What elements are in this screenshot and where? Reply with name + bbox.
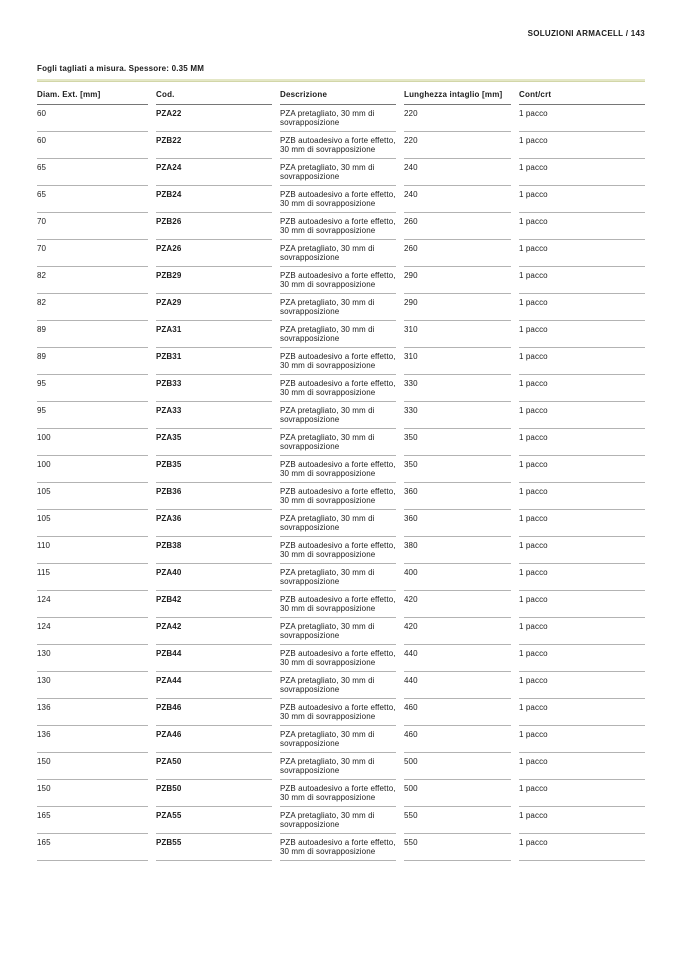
cell-diam: 65 xyxy=(37,186,148,213)
cell-desc: PZA pretagliato, 30 mm di sovrapposizione xyxy=(280,240,396,267)
table-row xyxy=(37,213,645,240)
cell-cont: 1 pacco xyxy=(519,132,645,159)
cell-cont: 1 pacco xyxy=(519,267,645,294)
cell-cod: PZA35 xyxy=(156,429,272,456)
cell-cod: PZA29 xyxy=(156,294,272,321)
cell-desc: PZB autoadesivo a forte effetto, 30 mm di sovrapposizione xyxy=(280,267,396,294)
cell-lunghezza: 500 xyxy=(404,780,511,807)
column-header-cont: Cont/crt xyxy=(519,87,645,105)
column-header-cod: Cod. xyxy=(156,87,272,105)
cell-cont: 1 pacco xyxy=(519,780,645,807)
cell-cod: PZA40 xyxy=(156,564,272,591)
table-row xyxy=(37,537,645,564)
cell-desc: PZB autoadesivo a forte effetto, 30 mm di sovrapposizione xyxy=(280,645,396,672)
cell-desc: PZA pretagliato, 30 mm di sovrapposizione xyxy=(280,402,396,429)
cell-lunghezza: 350 xyxy=(404,456,511,483)
cell-cod: PZA55 xyxy=(156,807,272,834)
cell-lunghezza: 310 xyxy=(404,321,511,348)
cell-lunghezza: 290 xyxy=(404,294,511,321)
cell-lunghezza: 260 xyxy=(404,213,511,240)
table-row xyxy=(37,726,645,753)
cell-cont: 1 pacco xyxy=(519,699,645,726)
table-row xyxy=(37,132,645,159)
cell-cont: 1 pacco xyxy=(519,564,645,591)
cell-diam: 115 xyxy=(37,564,148,591)
cell-desc: PZB autoadesivo a forte effetto, 30 mm di sovrapposizione xyxy=(280,186,396,213)
cell-lunghezza: 260 xyxy=(404,240,511,267)
cell-diam: 165 xyxy=(37,834,148,861)
table-row xyxy=(37,402,645,429)
table-row xyxy=(37,672,645,699)
cell-cod: PZA26 xyxy=(156,240,272,267)
table-row xyxy=(37,456,645,483)
cell-diam: 136 xyxy=(37,726,148,753)
cell-diam: 89 xyxy=(37,348,148,375)
table-row xyxy=(37,483,645,510)
cell-cod: PZB42 xyxy=(156,591,272,618)
cell-lunghezza: 420 xyxy=(404,591,511,618)
cell-lunghezza: 240 xyxy=(404,186,511,213)
cell-desc: PZB autoadesivo a forte effetto, 30 mm di sovrapposizione xyxy=(280,348,396,375)
table-row xyxy=(37,753,645,780)
cell-lunghezza: 220 xyxy=(404,132,511,159)
cell-desc: PZB autoadesivo a forte effetto, 30 mm di sovrapposizione xyxy=(280,375,396,402)
cell-diam: 95 xyxy=(37,402,148,429)
cell-cont: 1 pacco xyxy=(519,348,645,375)
table-row xyxy=(37,429,645,456)
cell-cod: PZB26 xyxy=(156,213,272,240)
cell-cont: 1 pacco xyxy=(519,456,645,483)
cell-desc: PZA pretagliato, 30 mm di sovrapposizione xyxy=(280,564,396,591)
cell-cont: 1 pacco xyxy=(519,645,645,672)
table-body xyxy=(37,105,645,861)
cell-lunghezza: 500 xyxy=(404,753,511,780)
cell-diam: 70 xyxy=(37,240,148,267)
cell-lunghezza: 440 xyxy=(404,645,511,672)
cell-cont: 1 pacco xyxy=(519,240,645,267)
cell-cod: PZA36 xyxy=(156,510,272,537)
cell-lunghezza: 400 xyxy=(404,564,511,591)
cell-cod: PZB44 xyxy=(156,645,272,672)
cell-cod: PZB50 xyxy=(156,780,272,807)
cell-desc: PZA pretagliato, 30 mm di sovrapposizione xyxy=(280,672,396,699)
cell-desc: PZB autoadesivo a forte effetto, 30 mm di sovrapposizione xyxy=(280,537,396,564)
cell-diam: 124 xyxy=(37,618,148,645)
cell-diam: 130 xyxy=(37,645,148,672)
cell-desc: PZB autoadesivo a forte effetto, 30 mm di sovrapposizione xyxy=(280,132,396,159)
table-row xyxy=(37,294,645,321)
cell-cont: 1 pacco xyxy=(519,213,645,240)
cell-cont: 1 pacco xyxy=(519,483,645,510)
cell-lunghezza: 360 xyxy=(404,510,511,537)
cell-diam: 82 xyxy=(37,267,148,294)
cell-cont: 1 pacco xyxy=(519,321,645,348)
cell-lunghezza: 330 xyxy=(404,402,511,429)
cell-cod: PZA50 xyxy=(156,753,272,780)
cell-diam: 95 xyxy=(37,375,148,402)
table-row xyxy=(37,591,645,618)
cell-cod: PZA44 xyxy=(156,672,272,699)
cell-desc: PZB autoadesivo a forte effetto, 30 mm di sovrapposizione xyxy=(280,834,396,861)
cell-lunghezza: 290 xyxy=(404,267,511,294)
cell-cod: PZB36 xyxy=(156,483,272,510)
cell-diam: 60 xyxy=(37,132,148,159)
cell-cont: 1 pacco xyxy=(519,375,645,402)
table-header-row xyxy=(37,87,645,105)
cell-desc: PZA pretagliato, 30 mm di sovrapposizione xyxy=(280,618,396,645)
column-header-desc: Descrizione xyxy=(280,87,396,105)
cell-lunghezza: 550 xyxy=(404,834,511,861)
cell-cont: 1 pacco xyxy=(519,429,645,456)
cell-cod: PZB22 xyxy=(156,132,272,159)
cell-cod: PZA42 xyxy=(156,618,272,645)
cell-diam: 150 xyxy=(37,780,148,807)
cell-diam: 60 xyxy=(37,105,148,132)
table-row xyxy=(37,321,645,348)
page-content xyxy=(37,64,645,861)
cell-lunghezza: 460 xyxy=(404,699,511,726)
table-row xyxy=(37,267,645,294)
table-row xyxy=(37,105,645,132)
cell-diam: 105 xyxy=(37,510,148,537)
table-row xyxy=(37,618,645,645)
table-row xyxy=(37,645,645,672)
cell-desc: PZA pretagliato, 30 mm di sovrapposizione xyxy=(280,105,396,132)
cell-cod: PZB31 xyxy=(156,348,272,375)
cell-lunghezza: 380 xyxy=(404,537,511,564)
cell-cod: PZB35 xyxy=(156,456,272,483)
cell-desc: PZB autoadesivo a forte effetto, 30 mm di sovrapposizione xyxy=(280,780,396,807)
accent-rule xyxy=(37,79,645,82)
cell-cont: 1 pacco xyxy=(519,753,645,780)
cell-cont: 1 pacco xyxy=(519,618,645,645)
cell-cod: PZA33 xyxy=(156,402,272,429)
table-row xyxy=(37,807,645,834)
cell-cont: 1 pacco xyxy=(519,186,645,213)
table-row xyxy=(37,348,645,375)
cell-diam: 100 xyxy=(37,429,148,456)
table-row xyxy=(37,159,645,186)
cell-cod: PZB55 xyxy=(156,834,272,861)
cell-desc: PZA pretagliato, 30 mm di sovrapposizione xyxy=(280,726,396,753)
cell-cod: PZA31 xyxy=(156,321,272,348)
cell-lunghezza: 330 xyxy=(404,375,511,402)
cell-desc: PZB autoadesivo a forte effetto, 30 mm di sovrapposizione xyxy=(280,456,396,483)
cell-diam: 110 xyxy=(37,537,148,564)
cell-cod: PZA46 xyxy=(156,726,272,753)
cell-lunghezza: 460 xyxy=(404,726,511,753)
cell-lunghezza: 360 xyxy=(404,483,511,510)
table-row xyxy=(37,834,645,861)
cell-cont: 1 pacco xyxy=(519,537,645,564)
table-row xyxy=(37,240,645,267)
cell-cont: 1 pacco xyxy=(519,834,645,861)
cell-desc: PZB autoadesivo a forte effetto, 30 mm di sovrapposizione xyxy=(280,699,396,726)
cell-diam: 130 xyxy=(37,672,148,699)
cell-cont: 1 pacco xyxy=(519,159,645,186)
running-head: SOLUZIONI ARMACELL / 143 xyxy=(527,29,645,38)
cell-desc: PZA pretagliato, 30 mm di sovrapposizione xyxy=(280,753,396,780)
column-header-lunghezza: Lunghezza intaglio [mm] xyxy=(404,87,511,105)
cell-diam: 165 xyxy=(37,807,148,834)
cell-desc: PZA pretagliato, 30 mm di sovrapposizione xyxy=(280,510,396,537)
cell-cont: 1 pacco xyxy=(519,726,645,753)
table-row xyxy=(37,510,645,537)
cell-cod: PZB24 xyxy=(156,186,272,213)
column-header-diam: Diam. Ext. [mm] xyxy=(37,87,148,105)
cell-desc: PZB autoadesivo a forte effetto, 30 mm di sovrapposizione xyxy=(280,213,396,240)
cell-diam: 100 xyxy=(37,456,148,483)
cell-desc: PZA pretagliato, 30 mm di sovrapposizione xyxy=(280,321,396,348)
cell-lunghezza: 550 xyxy=(404,807,511,834)
table-row xyxy=(37,564,645,591)
table-row xyxy=(37,375,645,402)
cell-desc: PZB autoadesivo a forte effetto, 30 mm di sovrapposizione xyxy=(280,591,396,618)
cell-diam: 89 xyxy=(37,321,148,348)
cell-cod: PZB29 xyxy=(156,267,272,294)
cell-diam: 124 xyxy=(37,591,148,618)
products-table xyxy=(37,87,645,861)
cell-cont: 1 pacco xyxy=(519,591,645,618)
cell-diam: 150 xyxy=(37,753,148,780)
cell-cont: 1 pacco xyxy=(519,105,645,132)
cell-diam: 65 xyxy=(37,159,148,186)
cell-lunghezza: 350 xyxy=(404,429,511,456)
cell-diam: 136 xyxy=(37,699,148,726)
table-row xyxy=(37,699,645,726)
cell-cont: 1 pacco xyxy=(519,294,645,321)
table-row xyxy=(37,186,645,213)
cell-cont: 1 pacco xyxy=(519,672,645,699)
section-title: Fogli tagliati a misura. Spessore: 0.35 MM xyxy=(37,64,205,73)
cell-lunghezza: 240 xyxy=(404,159,511,186)
cell-cont: 1 pacco xyxy=(519,402,645,429)
cell-cod: PZB38 xyxy=(156,537,272,564)
cell-desc: PZB autoadesivo a forte effetto, 30 mm di sovrapposizione xyxy=(280,483,396,510)
cell-cont: 1 pacco xyxy=(519,510,645,537)
cell-lunghezza: 220 xyxy=(404,105,511,132)
cell-desc: PZA pretagliato, 30 mm di sovrapposizione xyxy=(280,429,396,456)
cell-cont: 1 pacco xyxy=(519,807,645,834)
table-row xyxy=(37,780,645,807)
cell-lunghezza: 440 xyxy=(404,672,511,699)
cell-diam: 70 xyxy=(37,213,148,240)
cell-lunghezza: 310 xyxy=(404,348,511,375)
cell-desc: PZA pretagliato, 30 mm di sovrapposizione xyxy=(280,807,396,834)
cell-desc: PZA pretagliato, 30 mm di sovrapposizione xyxy=(280,159,396,186)
cell-cod: PZA22 xyxy=(156,105,272,132)
cell-diam: 105 xyxy=(37,483,148,510)
cell-desc: PZA pretagliato, 30 mm di sovrapposizione xyxy=(280,294,396,321)
cell-diam: 82 xyxy=(37,294,148,321)
cell-cod: PZB46 xyxy=(156,699,272,726)
cell-cod: PZB33 xyxy=(156,375,272,402)
cell-lunghezza: 420 xyxy=(404,618,511,645)
cell-cod: PZA24 xyxy=(156,159,272,186)
